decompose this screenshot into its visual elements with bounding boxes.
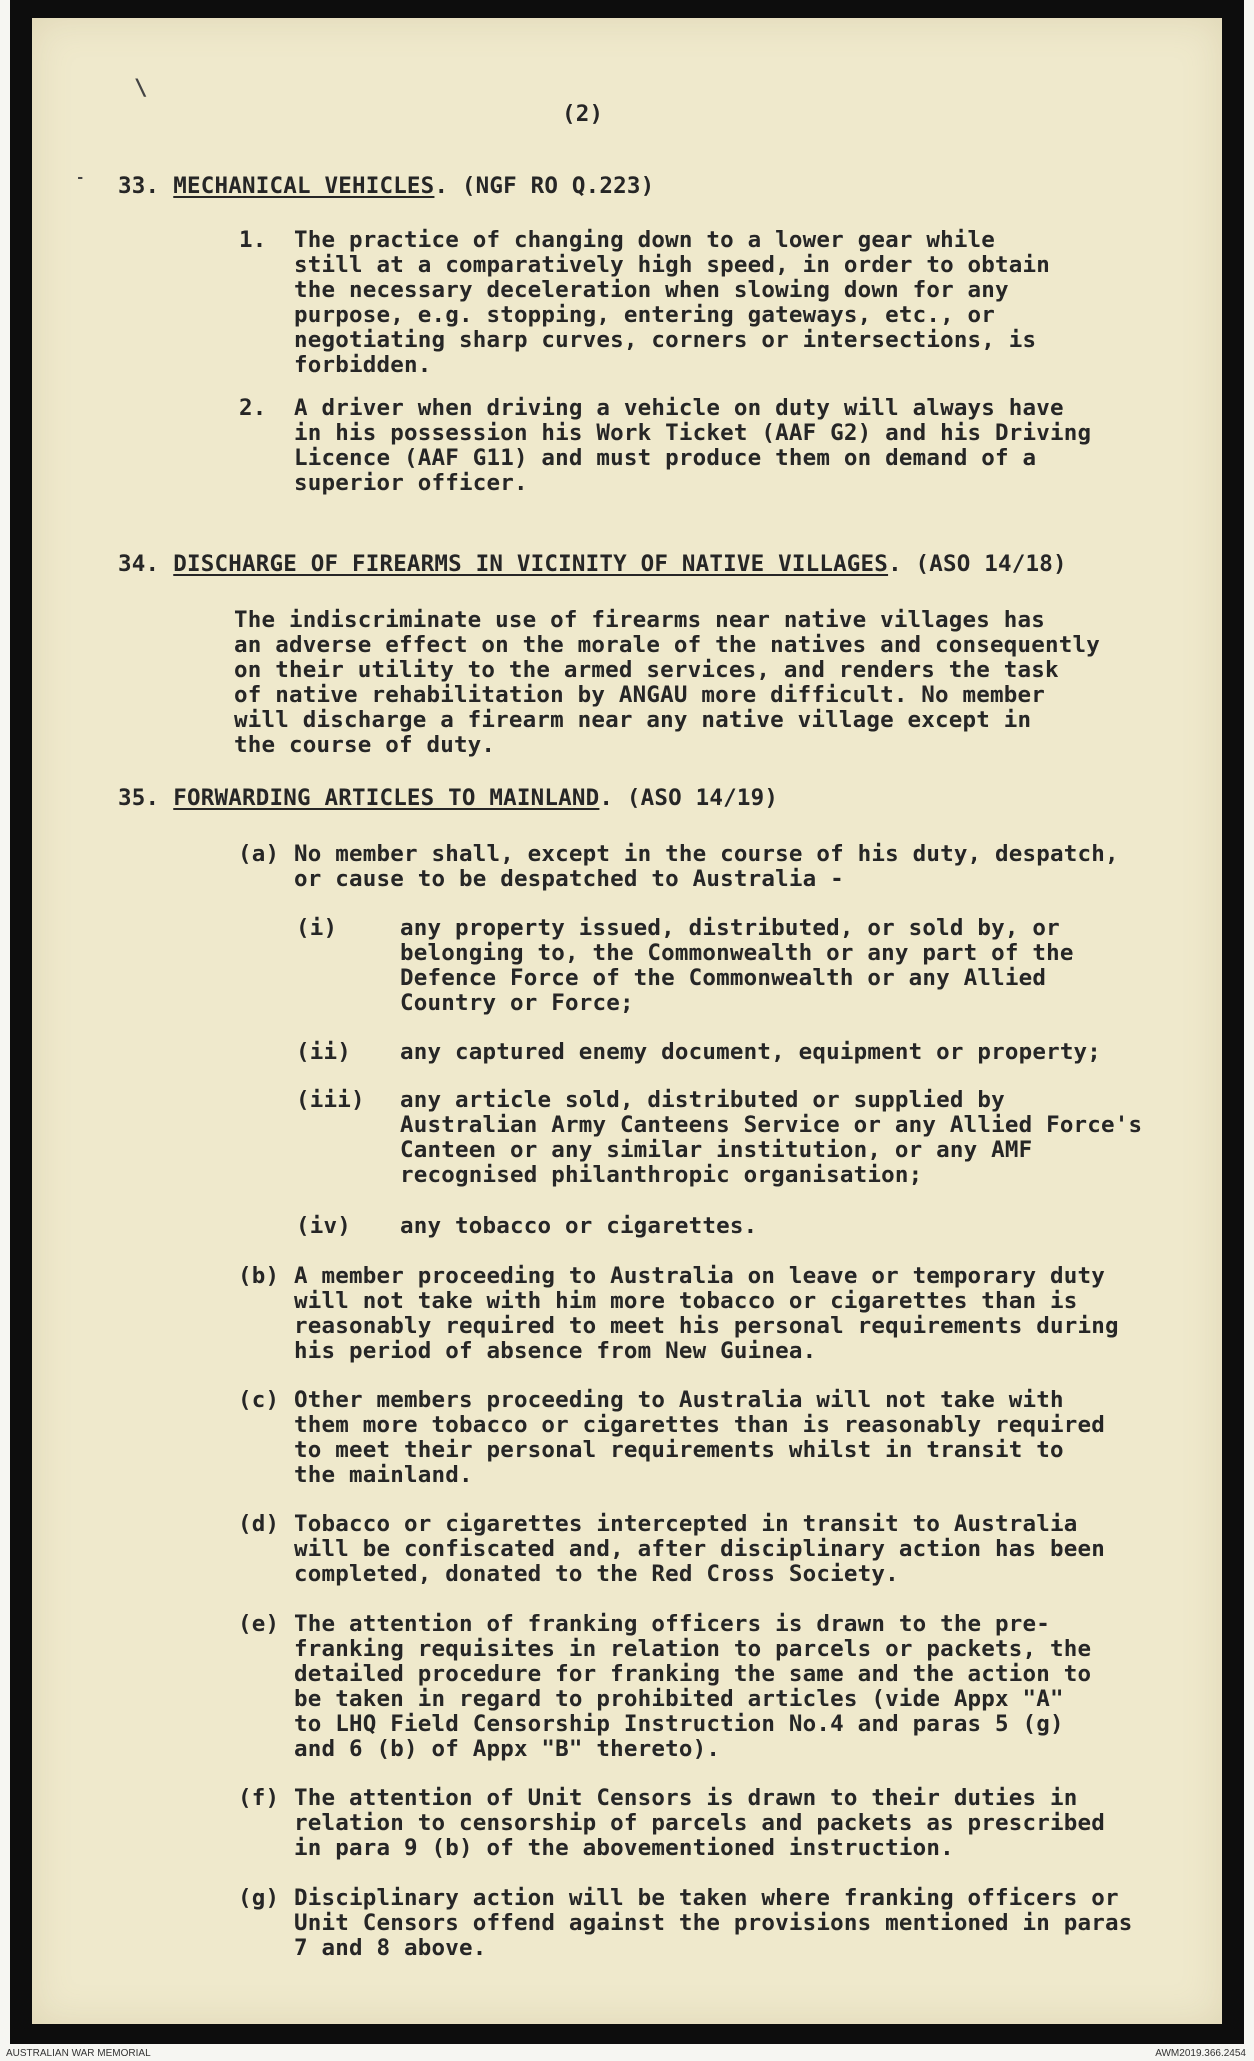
item-label: 1. (239, 227, 267, 253)
text-line: an adverse effect on the morale of the natives and consequently (234, 632, 1101, 658)
item-label: (d) (238, 1511, 280, 1537)
subitem-label: (iii) (296, 1087, 365, 1113)
text-line: recognised philanthropic organisation; (400, 1162, 923, 1188)
text-line: A member proceeding to Australia on leave or temporary duty (294, 1263, 1106, 1289)
text-line: on their utility to the armed services, and renders the task (234, 657, 1059, 683)
text-line: in his possession his Work Ticket (AAF G2) and his Driving (294, 420, 1092, 446)
section-number: 34. (118, 551, 160, 577)
text-line: Defence Force of the Commonwealth or any Allied (400, 965, 1047, 991)
text-line: will not take with him more tobacco or cigarettes than is (294, 1288, 1078, 1314)
text-line: be taken in regard to prohibited articles (vide Appx "A" (294, 1686, 1064, 1712)
section-reference: . (NGF RO Q.223) (434, 173, 655, 199)
item-text (294, 1612, 1091, 1762)
section-number: 33. (118, 173, 160, 199)
text-line: any tobacco or cigarettes. (400, 1213, 758, 1239)
text-line: to meet their personal requirements whilst in transit to (294, 1437, 1064, 1463)
text-line: The indiscriminate use of firearms near native villages has (234, 607, 1046, 633)
section-reference: . (ASO 14/18) (888, 551, 1067, 577)
item-text (294, 1786, 1105, 1861)
item-label: (b) (238, 1263, 280, 1289)
text-line: will discharge a firearm near any native village except in (234, 707, 1032, 733)
text-line: A driver when driving a vehicle on duty will always have (294, 395, 1064, 421)
subitem-label: (ii) (296, 1039, 351, 1065)
text-line: his period of absence from New Guinea. (294, 1338, 817, 1364)
section-title: MECHANICAL VEHICLES (173, 173, 435, 199)
text-line: or cause to be despatched to Australia - (294, 866, 844, 892)
text-line: and 6 (b) of Appx "B" thereto). (294, 1736, 721, 1762)
item-text (294, 396, 1091, 496)
text-line: in para 9 (b) of the abovementioned instruction. (294, 1835, 954, 1861)
footer-catalogue-id: AWM2019.366.2454 (1155, 2048, 1246, 2059)
text-line: purpose, e.g. stopping, entering gateways, etc., or (294, 302, 996, 328)
text-line: Country or Force; (400, 990, 634, 1016)
text-line: the mainland. (294, 1462, 473, 1488)
item-text (294, 1886, 1133, 1961)
text-line: will be confiscated and, after disciplinary action has been (294, 1536, 1106, 1562)
section-heading-35 (118, 786, 778, 811)
subitem-text (400, 1214, 757, 1239)
item-label: (c) (238, 1387, 280, 1413)
text-line: Other members proceeding to Australia will not take with (294, 1387, 1064, 1413)
item-text (294, 1512, 1105, 1587)
text-line: any property issued, distributed, or sold by, or (400, 915, 1060, 941)
text-line: Disciplinary action will be taken where franking officers or (294, 1885, 1119, 1911)
text-line: belonging to, the Commonwealth or any part of the (400, 940, 1074, 966)
section-heading-34 (118, 552, 1067, 577)
item-text (294, 1264, 1119, 1364)
subitem-label: (i) (296, 915, 338, 941)
text-line: any captured enemy document, equipment or property; (400, 1039, 1102, 1065)
text-line: the course of duty. (234, 732, 496, 758)
subitem-text (400, 916, 1074, 1016)
text-line: of native rehabilitation by ANGAU more difficult. No member (234, 682, 1046, 708)
pen-mark: \ (134, 75, 148, 101)
item-text (294, 842, 1119, 892)
text-line: No member shall, except in the course of his duty, despatch, (294, 841, 1119, 867)
text-line: The attention of franking officers is drawn to the pre- (294, 1611, 1051, 1637)
text-line: negotiating sharp curves, corners or intersections, is (294, 327, 1037, 353)
section-text (234, 608, 1100, 758)
document-body (32, 18, 1222, 2024)
text-line: franking requisites in relation to parcels or packets, the (294, 1636, 1092, 1662)
text-line: detailed procedure for franking the same and the action to (294, 1661, 1092, 1687)
item-text (294, 228, 1050, 378)
text-line: Canteen or any similar institution, or any AMF (400, 1137, 1033, 1163)
text-line: relation to censorship of parcels and packets as prescribed (294, 1810, 1106, 1836)
text-line: completed, donated to the Red Cross Society. (294, 1561, 899, 1587)
scan-background (10, 0, 1244, 2044)
text-line: the necessary deceleration when slowing down for any (294, 277, 1009, 303)
text-line: Tobacco or cigarettes intercepted in transit to Australia (294, 1511, 1078, 1537)
item-label: 2. (239, 395, 267, 421)
item-label: (e) (238, 1611, 280, 1637)
text-line: them more tobacco or cigarettes than is reasonably required (294, 1412, 1106, 1438)
text-line: to LHQ Field Censorship Instruction No.4 and paras 5 (g) (294, 1711, 1064, 1737)
section-title: DISCHARGE OF FIREARMS IN VICINITY OF NATIVE VILLAGES (173, 551, 889, 577)
subitem-text (400, 1088, 1142, 1188)
item-text (294, 1388, 1105, 1488)
item-label: (g) (238, 1885, 280, 1911)
subitem-label: (iv) (296, 1213, 351, 1239)
section-title: FORWARDING ARTICLES TO MAINLAND (173, 785, 600, 811)
subitem-text (400, 1040, 1101, 1065)
section-reference: . (ASO 14/19) (599, 785, 779, 811)
pen-mark: - (76, 170, 85, 186)
item-label: (f) (238, 1785, 280, 1811)
text-line: reasonably required to meet his personal requirements during (294, 1313, 1119, 1339)
text-line: any article sold, distributed or supplied by (400, 1087, 1005, 1113)
text-line: The attention of Unit Censors is drawn to their duties in (294, 1785, 1078, 1811)
section-heading-33 (118, 174, 654, 199)
footer-institution: AUSTRALIAN WAR MEMORIAL (6, 2048, 151, 2059)
text-line: The practice of changing down to a lower gear while (294, 227, 996, 253)
item-label: (a) (238, 841, 280, 867)
text-line: forbidden. (294, 352, 432, 378)
text-line: still at a comparatively high speed, in order to obtain (294, 252, 1051, 278)
text-line: Australian Army Canteens Service or any Allied Force's (400, 1112, 1143, 1138)
text-line: superior officer. (294, 470, 528, 496)
document-page (32, 18, 1222, 2024)
page-number: (2) (562, 101, 604, 127)
text-line: 7 and 8 above. (294, 1935, 487, 1961)
section-number: 35. (118, 785, 160, 811)
text-line: Unit Censors offend against the provisions mentioned in paras (294, 1910, 1133, 1936)
text-line: Licence (AAF G11) and must produce them on demand of a (294, 445, 1037, 471)
